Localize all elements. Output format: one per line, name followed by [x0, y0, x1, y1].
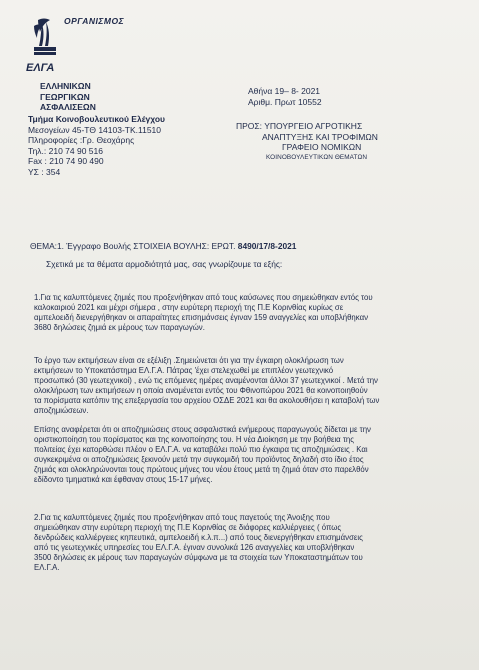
- paragraph-line: προσωπικό (30 γεωτεχνικοί) , ενώ τις επόμενες ημέρες αναμένονται άλλοι 37 γεωτεχνικοί . Μετά την: [34, 375, 378, 385]
- recipient-line: ΑΝΑΠΤΥΞΗΣ ΚΑΙ ΤΡΟΦΙΜΩΝ: [262, 131, 378, 142]
- department-info: Πληροφορίες :Γρ. Θεοχάρης: [28, 135, 135, 145]
- paragraph-line: ΕΛ.Γ.Α.: [34, 562, 60, 572]
- paragraph-1: [34, 293, 460, 333]
- organization-name-line: ΕΛΛΗΝΙΚΩΝ: [40, 81, 91, 91]
- paragraph-line: καλοκαιριού 2021 και μέχρι σήμερα , στην ευρύτερη περιοχή της Π.Ε Κορινθίας κυρίως σε: [34, 302, 344, 312]
- paragraph-line: 1.Για τις καλυπτόμενες ζημιές που προξενήθηκαν από τους καύσωνες που σημειώθηκαν εντός του: [34, 293, 373, 302]
- paragraph-line: 3500 δηλώσεις εκ μέρους των παραγωγών σύμφωνα με τα στοιχεία των Υποκαταστημάτων του: [34, 552, 363, 562]
- paragraph-line: Το έργο των εκτιμήσεων είναι σε εξέλιξη .Σημειώνεται ότι για την έγκαιρη ολοκλήρωση των: [34, 356, 344, 365]
- paragraph-line: δενδρώδεις καλλιέργειες κηπευτικά, αμπελοειδή κ.λ.π...) από τους διενεργήθηκαν επισημάνσεις: [34, 532, 363, 542]
- subject-reference: 8490/17/8-2021: [237, 241, 297, 251]
- protocol-number: Αριθμ. Πρωτ 10552: [248, 96, 322, 107]
- paragraph-line: από τις γεωτεχνικές υπηρεσίες του ΕΛ.Γ.Α. έγιναν συνολικά 126 αναγγελίες και υποβλήθηκαν: [34, 542, 355, 552]
- intro-text: Σχετικά με τα θέματα αρμοδιότητά μας, σας γνωρίζουμε τα εξής:: [46, 259, 283, 269]
- paragraph-line: 2.Για τις καλυπτόμενες ζημιές που προξενήθηκαν από τους παγετούς της Άνοιξης που: [34, 513, 330, 522]
- recipient-line: ΚΟΙΝΟΒΟΥΛΕΥΤΙΚΩΝ ΘΕΜΑΤΩΝ: [266, 153, 368, 161]
- paragraph-line: εκτιμήσεων το Υποκατάστημα ΕΛ.Γ.Α. Πάτρας 'έχει στελεχωθεί με επιπλέον γεωτεχνικό: [34, 365, 334, 375]
- recipient-block: [236, 121, 378, 163]
- paragraph-line: ολοκλήρωση των εκτιμήσεων η οποία αναμένεται εντός του Φθινοπώρου 2021 θα κοινοποιηθούν: [34, 385, 368, 395]
- paragraph-line: αποζημιώσεων.: [34, 405, 89, 415]
- paragraph-3: [34, 425, 460, 484]
- recipient-line: ΠΡΟΣ: ΥΠΟΥΡΓΕΙΟ ΑΓΡΟΤΙΚΗΣ: [236, 121, 363, 131]
- subject-line: [30, 241, 296, 251]
- department-ys: ΥΣ : 354: [28, 166, 61, 177]
- paragraph-line: συγκεκριμένα οι αποζημιώσεις ξεκινούν μετά την συγκομιδή του προϊόντος δηλαδή στο ίδιο έτος: [34, 454, 364, 464]
- paragraph-line: πολιτείας έχει κατορθώσει πλέον ο ΕΛ.Γ.Α. να καταβάλει πολύ πιο έγκαιρα τις αποζημιώσεις . Και: [34, 444, 368, 454]
- department-phone: Τηλ.: 210 74 90 516: [28, 145, 103, 156]
- elga-logo-icon: [28, 16, 68, 62]
- organization-name-line: ΑΣΦΑΛΙΣΕΩΝ: [40, 102, 96, 112]
- paragraph-line: εδίδοντο τμηματικά και έφθαναν στους 15-17 μήνες.: [34, 474, 213, 484]
- department-fax: Fax : 210 74 90 490: [28, 156, 104, 166]
- recipient-line: ΓΡΑΦΕΙΟ ΝΟΜΙΚΩΝ: [282, 142, 362, 152]
- subject-label: ΘΕΜΑ:1. Έγγραφο Βουλής ΣΤΟΙΧΕΙΑ ΒΟΥΛΗΣ: ΕΡΩΤ.: [30, 241, 236, 251]
- organization-abbreviation: ΕΛΓΑ: [26, 62, 55, 74]
- organization-name-line: ΓΕΩΡΓΙΚΩΝ: [40, 91, 90, 102]
- organization-title: ΟΡΓΑΝΙΣΜΟΣ: [64, 16, 125, 26]
- paragraph-line: 3680 δηλώσεις ζημιά εκ μέρους των παραγωγών.: [34, 322, 205, 332]
- sender-department: [28, 114, 165, 177]
- paragraph-line: Επίσης αναφέρεται ότι οι αποζημιώσεις στους ασφαλιστικά ενήμερους παραγωγούς δίδεται με την: [34, 425, 371, 434]
- paragraph-line: τα πορίσματα κατόπιν της επεξεργασία του αρχείου ΟΣΔΕ 2021 και θα ακολουθήσει η καταβολή των: [34, 395, 380, 405]
- paragraph-4: [34, 513, 460, 572]
- organization-name: [40, 81, 96, 113]
- paragraph-line: σημειώθηκαν στην ευρύτερη περιοχή της Π.Ε Κορινθίας σε διάφορες καλλιέργειες ( όπως: [34, 522, 342, 532]
- paragraph-2: [34, 356, 460, 415]
- document-date: Αθήνα 19– 8- 2021: [248, 86, 321, 96]
- paragraph-line: αμπελοειδή διενεργήθηκαν οι απαραίτητες επισημάνσεις έγιναν 159 αναγγελίες και υποβλήθηκαν: [34, 312, 368, 322]
- department-name: Τμήμα Κοινοβουλευτικού Ελέγχου: [28, 114, 165, 124]
- paragraph-line: οριστικοποίηση του πορίσματος και της κοινοποίησης του. Η νέα Διοίκηση με την βοήθεια της: [34, 434, 355, 444]
- paragraph-line: ζημιάς και ολοκληρώνονται τους πρώτους μήνες του νέου έτους μετά τη ζημιά όταν στο παρελθόν: [34, 464, 369, 474]
- department-address: Μεσογείων 45-ΤΘ 14103-ΤΚ.11510: [28, 124, 162, 135]
- date-block: [248, 86, 322, 107]
